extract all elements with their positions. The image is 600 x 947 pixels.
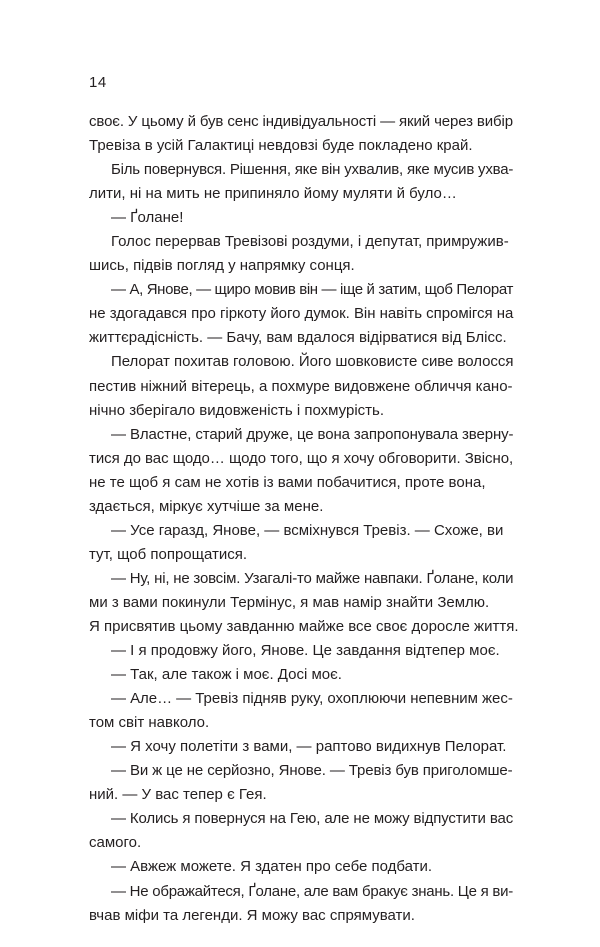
text-line: — Так, але також і моє. Досі моє. (111, 666, 342, 684)
text-line: — Колись я повернуся на Гею, але не можу відпустити вас (111, 810, 514, 828)
text-line: не те щоб я сам не хотів із вами побачитися, проте вона, (89, 473, 486, 491)
text-line: нічно зберігало видовженість і похмурість. (89, 401, 385, 419)
text-line: — І я продовжу його, Янове. Це завдання відтепер моє. (111, 642, 500, 660)
text-line: ний. — У вас тепер є Гея. (89, 786, 267, 804)
text-line: — Авжеж можете. Я здатен про себе подбати. (111, 858, 433, 876)
text-line: Біль повернувся. Рішення, яке він ухвалив, яке мусив ухва- (111, 161, 514, 179)
page-body-text (89, 110, 519, 928)
text-line: лити, ні на мить не припиняло йому муляти й було… (89, 185, 457, 203)
text-line: своє. У цьому й був сенс індивідуальності — який через вибір (89, 113, 513, 130)
text-line: пестив ніжний вітерець, а похмуре видовжене обличчя кано- (89, 377, 513, 395)
text-line: — Ну, ні, не зовсім. Узагалі-то майже навпаки. Ґолане, коли (111, 569, 514, 587)
text-line: шись, підвів погляд у напрямку сонця. (89, 257, 355, 275)
text-line: — Усе гаразд, Янове, — всміхнувся Тревіз. — Схоже, ви (111, 521, 504, 539)
text-line: Тревіза в усій Галактиці невдовзі буде покладено край. (89, 137, 473, 155)
text-line: тут, щоб попрощатися. (89, 545, 248, 563)
text-line: — Властне, старий друже, це вона запропонувала зверну- (111, 425, 514, 443)
text-line: не здогадався про гіркоту його думок. Він навіть спромігся на (89, 305, 514, 323)
text-line: здається, міркує хутчіше за мене. (89, 497, 324, 515)
text-line: Я присвятив цьому завданню майже все своє доросле життя. (89, 617, 519, 635)
text-line: вчав міфи та легенди. Я можу вас спрямувати. (89, 906, 415, 924)
text-line: Голос перервав Тревізові роздуми, і депутат, примружив- (111, 233, 509, 251)
text-line: життєрадісність. — Бачу, вам вдалося відірватися від Блісс. (89, 329, 507, 347)
text-line: том світ навколо. (89, 714, 210, 732)
text-line: — Ґолане! (111, 209, 184, 227)
text-line: — Не ображайтеся, Ґолане, але вам бракує знань. Це я ви- (111, 882, 514, 900)
text-line: — А, Янове, — щиро мовив він — іще й затим, щоб Пелорат (111, 281, 513, 299)
text-line: ми з вами покинули Термінус, я мав намір знайти Землю. (89, 593, 490, 611)
page-number: 14 (89, 74, 107, 91)
text-line: Пелорат похитав головою. Його шовковисте сиве волосся (111, 353, 514, 371)
text-line: — Ви ж це не серйозно, Янове. — Тревіз був приголомше- (111, 762, 513, 780)
text-line: — Але… — Тревіз підняв руку, охоплюючи непевним жес- (111, 690, 513, 708)
text-line: — Я хочу полетіти з вами, — раптово видихнув Пелорат. (111, 738, 507, 756)
text-line: тися до вас щодо… щодо того, що я хочу обговорити. Звісно, (89, 449, 514, 467)
text-line: самого. (89, 834, 142, 852)
